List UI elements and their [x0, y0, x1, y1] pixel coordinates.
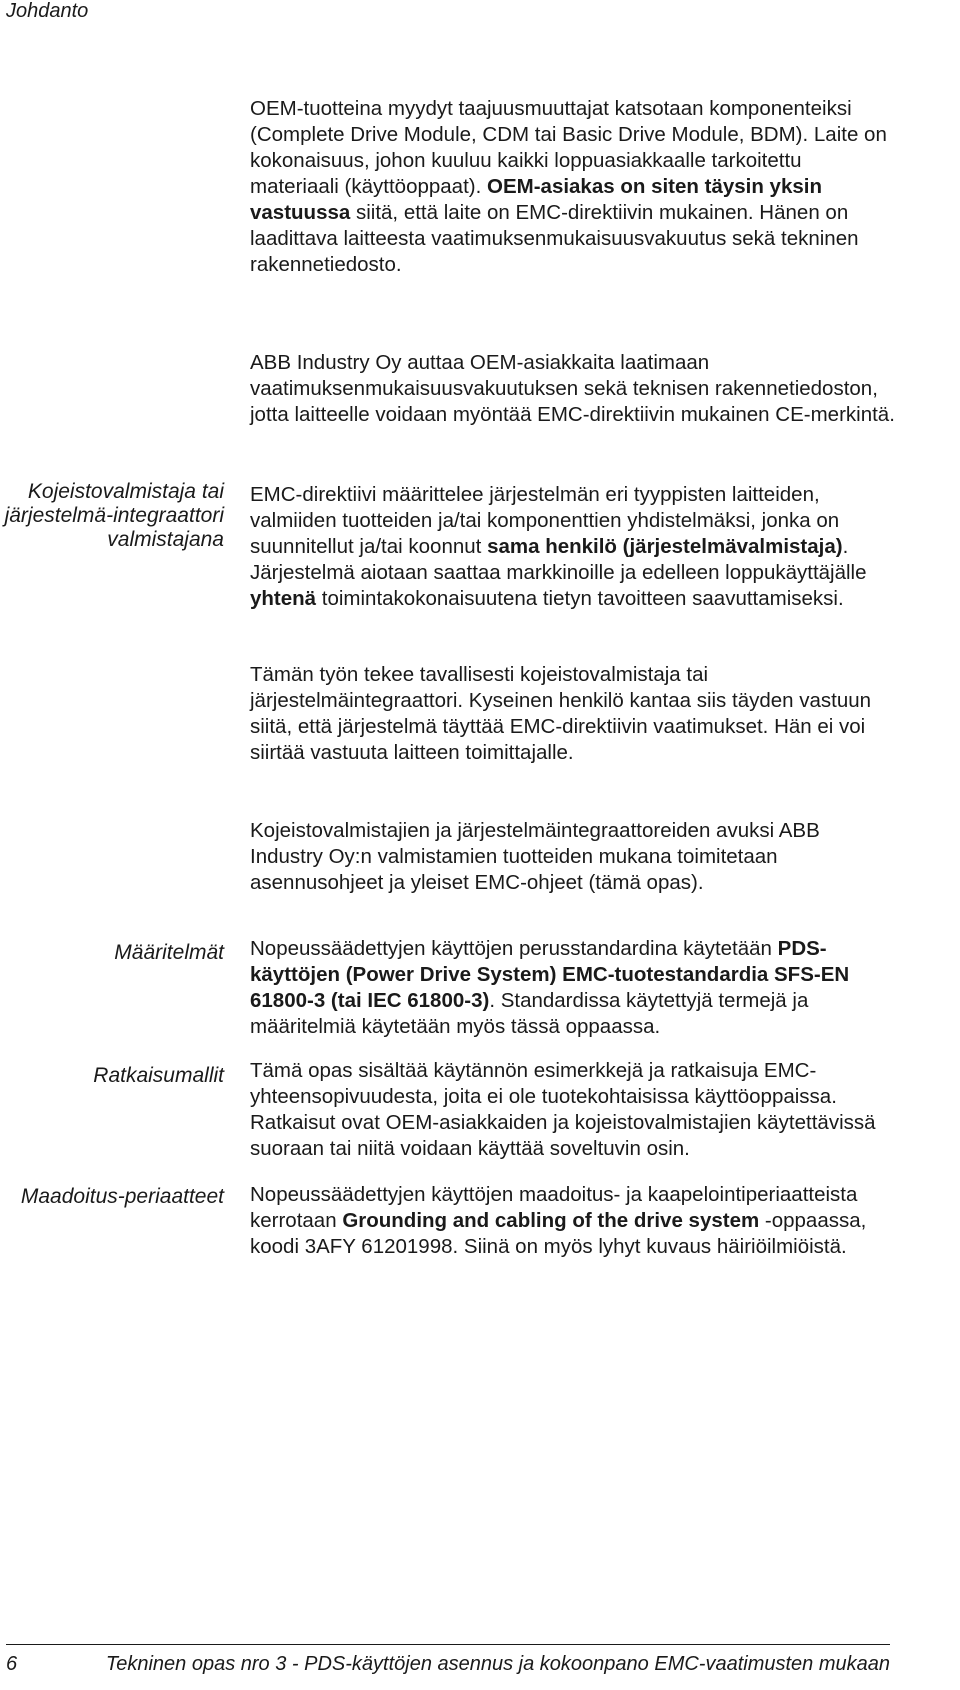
paragraph-text: Nopeussäädettyjen käyttöjen perusstandardina käytetään	[250, 937, 778, 960]
paragraph-installation-guides: Kojeistovalmistajien ja järjestelmäintegraattoreiden avuksi ABB Industry Oy:n valmistamien tuotteiden mukana toimitetaan asennusohjeet ja yleiset EMC-ohjeet (tämä opas).	[250, 819, 820, 894]
paragraph-text: toimintakokonaisuutena tietyn tavoitteen saavuttamiseksi.	[316, 587, 844, 610]
footer-divider	[6, 1644, 890, 1645]
paragraph-grounding	[250, 1182, 896, 1260]
paragraph-text: Nopeussäädettyjen käyttöjen maadoitus- ja kaapelointiperiaatteista kerrotaan	[250, 1183, 858, 1232]
paragraph-text: OEM-tuotteina myydyt taajuusmuuttajat katsotaan komponenteiksi (Complete Drive Module, CDM tai Basic Drive Module, BDM). Laite on kokonaisuus, johon kuuluu kaikki loppuasiakkaalle tarkoitettu materiaali (käyttöoppaat).	[250, 97, 887, 198]
paragraph-text: . Järjestelmä aiotaan saattaa markkinoille ja edelleen loppukäyttäjälle	[250, 535, 867, 584]
paragraph-abb-assist: ABB Industry Oy auttaa OEM-asiakkaita laatimaan vaatimuksenmukaisuusvakuutuksen sekä teknisen rakennetiedoston, jotta laitteelle voidaan myöntää EMC-direktiivin mukainen CE-merkintä.	[250, 351, 895, 426]
emphasis-text: Grounding and cabling of the drive system	[342, 1209, 760, 1232]
emphasis-text: PDS-käyttöjen (Power Drive System) EMC-tuotestandardia SFS-EN 61800-3 (tai IEC 61800-3)	[250, 937, 850, 1012]
paragraph-oem-products	[250, 96, 896, 278]
paragraph-solutions: Tämä opas sisältää käytännön esimerkkejä ja ratkaisuja EMC-yhteensopivuudesta, joita ei ole tuotekohtaisissa käyttöoppaissa. Ratkaisut ovat OEM-asiakkaiden ja kojeistovalmistajien käytettävissä suoraan tai niitä voidaan käyttää soveltuvin osin.	[250, 1059, 876, 1160]
page-number: 6	[6, 1653, 18, 1675]
paragraph-text: EMC-direktiivi määrittelee järjestelmän eri tyyppisten laitteiden, valmiiden tuotteiden ja/tai komponenttien yhdistelmäksi, jonka on suunnitellut ja/tai koonnut	[250, 483, 840, 558]
sidebar-label-definitions: Määritelmät	[114, 941, 224, 964]
paragraph-text: -oppaassa, koodi 3AFY 61201998. Siinä on myös lyhyt kuvaus häiriöilmiöistä.	[250, 1209, 867, 1258]
paragraph-text: siitä, että laite on EMC-direktiivin mukainen. Hänen on laadittava laitteesta vaatimuksenmukaisuusvakuutus sekä tekninen rakennetiedosto.	[250, 201, 859, 276]
section-header: Johdanto	[6, 0, 89, 22]
emphasis-text: sama henkilö (järjestelmävalmistaja)	[487, 535, 843, 558]
paragraph-emc-directive-system	[250, 482, 896, 612]
paragraph-definitions	[250, 936, 896, 1040]
emphasis-text: yhtenä	[250, 587, 317, 610]
sidebar-label-solutions: Ratkaisumallit	[93, 1064, 224, 1087]
emphasis-text: OEM-asiakas on siten täysin yksin vastuussa	[250, 175, 822, 224]
paragraph-responsibility: Tämän työn tekee tavallisesti kojeistovalmistaja tai järjestelmäintegraattori. Kyseinen henkilö kantaa siis täyden vastuun siitä, että järjestelmä täyttää EMC-direktiivin vaatimukset. Hän ei voi siirtää vastuuta laitteen toimittajalle.	[250, 663, 872, 764]
sidebar-label-grounding: Maadoitus-periaatteet	[20, 1185, 224, 1208]
document-title: Tekninen opas nro 3 - PDS-käyttöjen asennus ja kokoonpano EMC-vaatimusten mukaan	[105, 1653, 890, 1675]
sidebar-label-system-integrator: Kojeistovalmistaja tai järjestelmä-integraattori valmistajana	[4, 480, 224, 551]
paragraph-text: . Standardissa käytettyjä termejä ja määritelmiä käytetään myös tässä oppaassa.	[250, 989, 809, 1038]
